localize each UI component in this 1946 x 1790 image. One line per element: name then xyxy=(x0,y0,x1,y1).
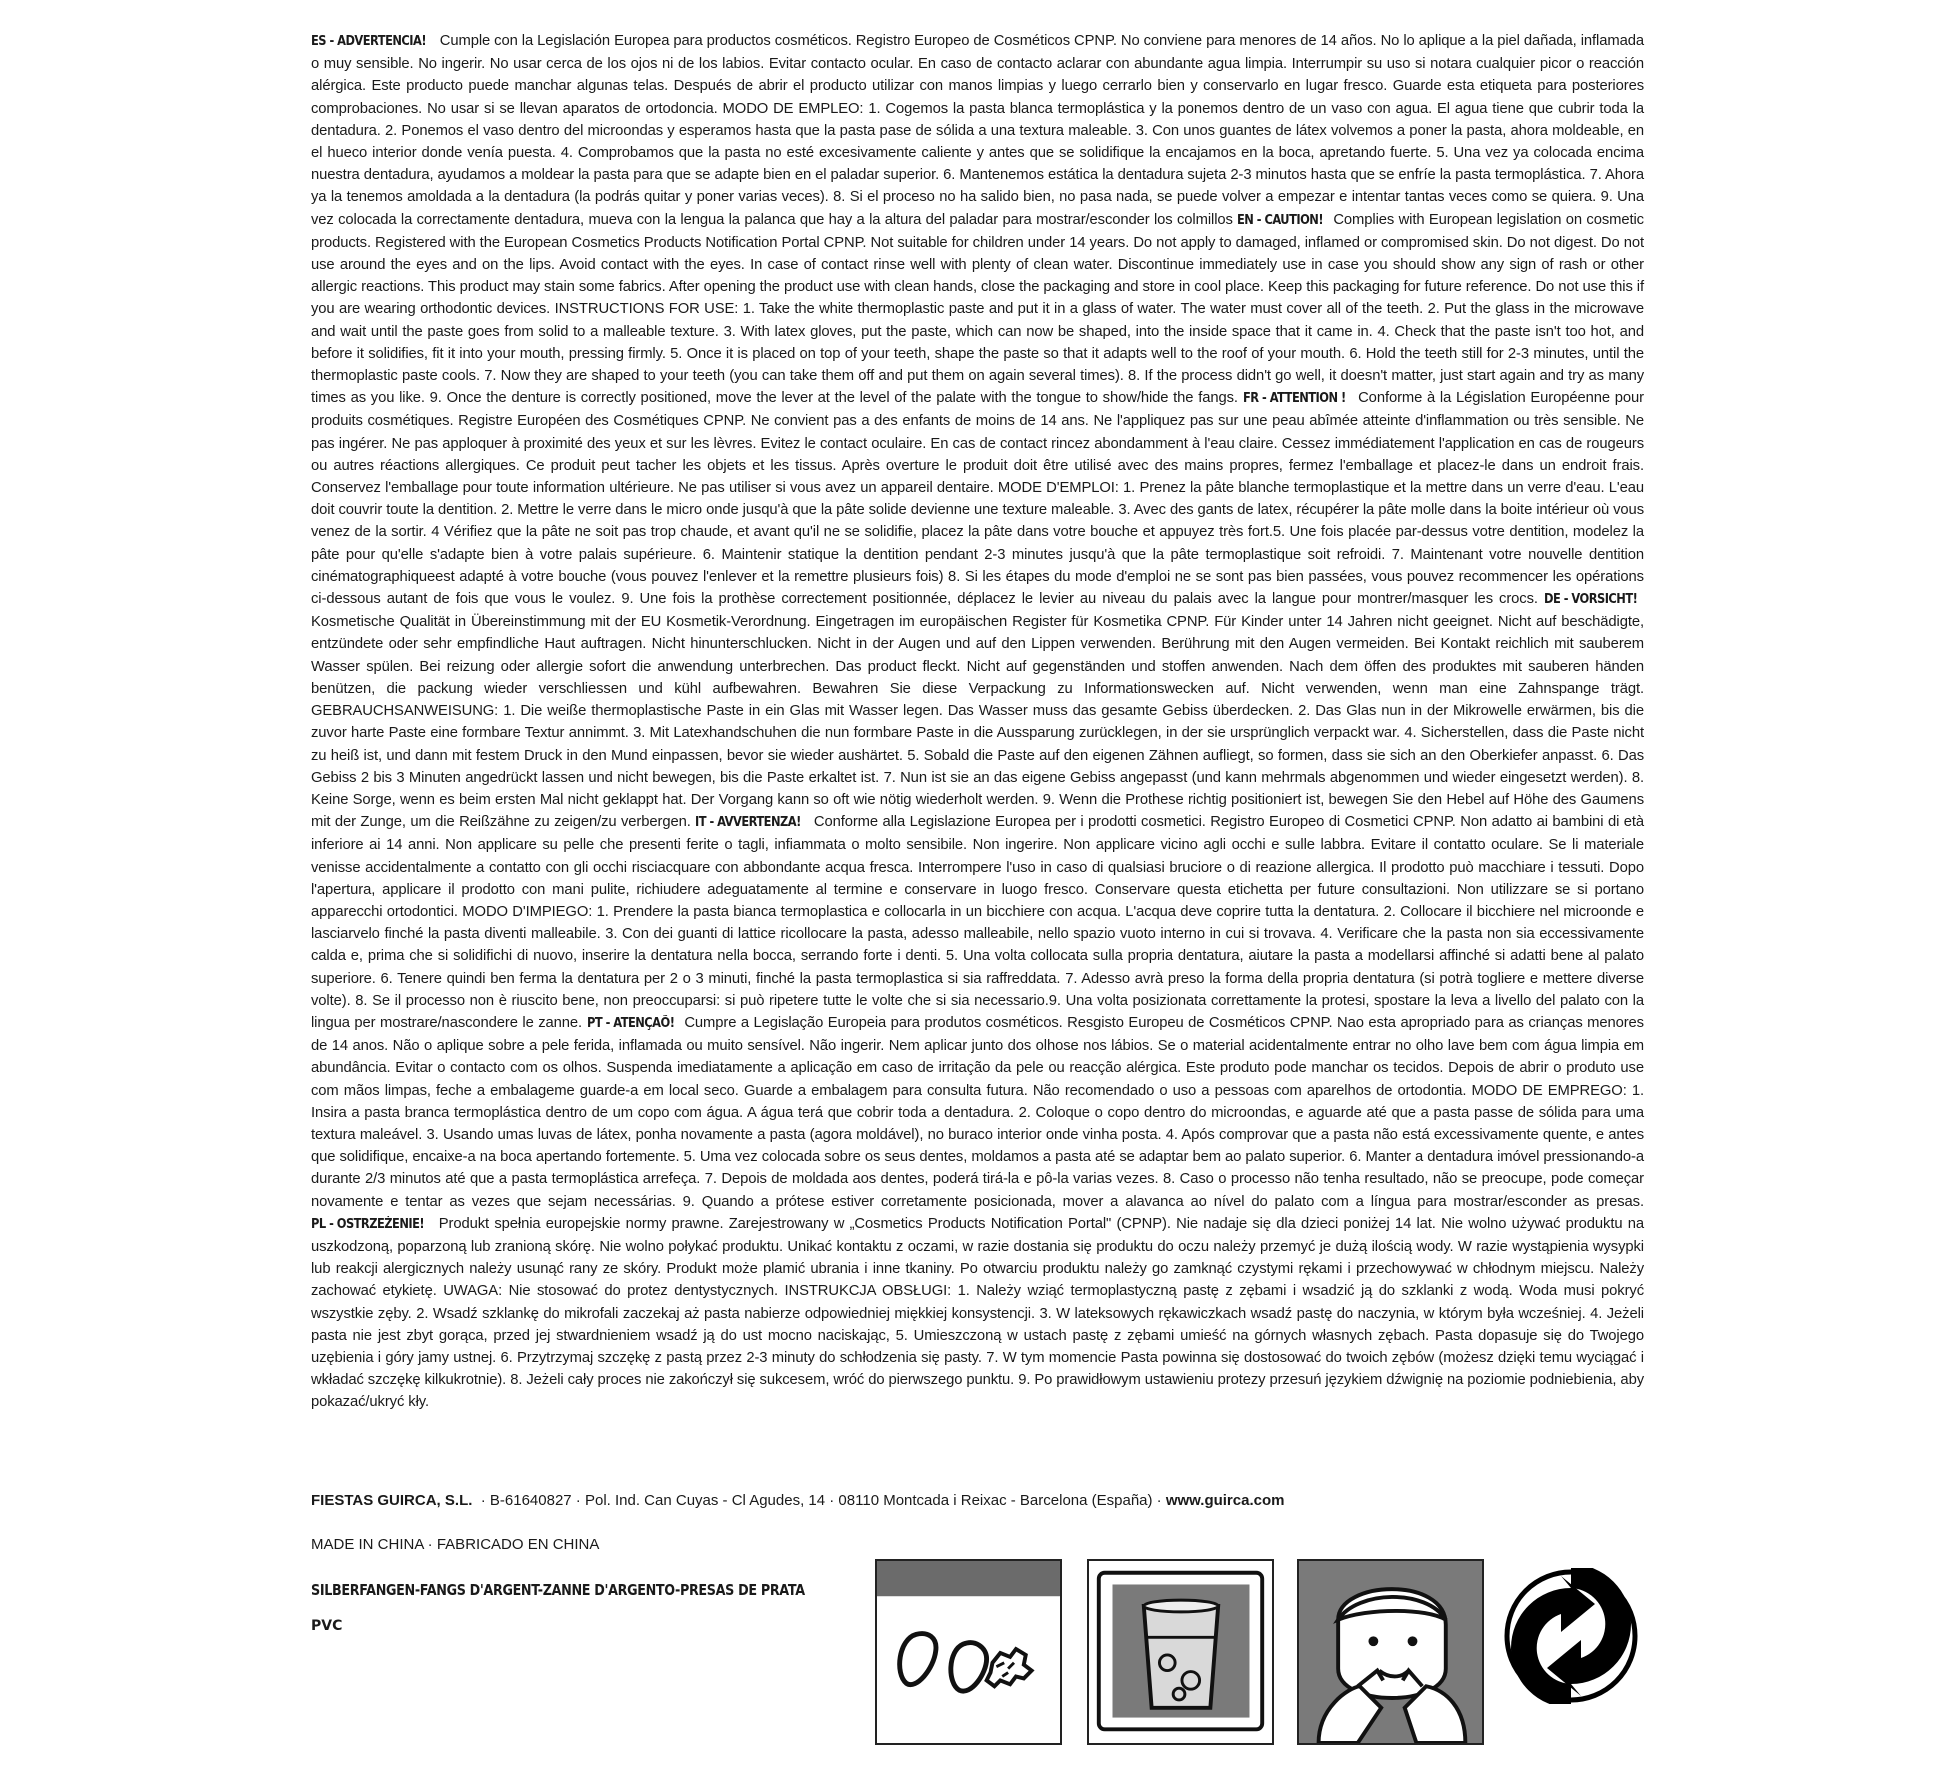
heading-en: EN - CAUTION! xyxy=(1237,212,1324,228)
text-pl: Produkt spełnia europejskie normy prawne. Zarejestrowany w „Cosmetics Products Notification Portal" (CPNP). Nie nadaje się dla dzieci poniżej 14 lat. Nie wolno używać produktu na uszkodzoną, poparzoną lub zranioną skórę. Nie wolno połykać produktu. Unikać kontaktu z oczami, w razie dostania się produktu do oczu należy przemyć je dużą ilością wody. W razie wystąpienia wysypki lub reakcji alergicznych należy usunąć rany ze skóry. Produkt może plamić ubrania i inne tkaniny. Po otwarciu produktu należy go zamknąć czystymi rękami i przechowywać w chłodnym miejscu. Należy zachować etykietę. UWAGA: Nie stosować do protez dentystycznych. INSTRUKCJA OBSŁUGI: 1. Należy wziąć termoplastyczną pastę z zębami i wsadzić ją do szklanki z wodą. Woda musi pokryć wszystkie zęby. 2. Wsadź szklankę do mikrofali zaczekaj aż pasta nabierze odpowiedniej miękkiej konsystencji. 3. W lateksowych rękawiczkach wsadź pastę do naczynia, w którym była wcześniej. 4. Jeżeli pasta nie jest zbyt gorąca, przed jej stwardnieniem wsadź ją do ust mocno naciskając, 5. Umieszczoną w ustach pastę z zębami umieść na górnych własnych zębach. Pasta dopasuje się do Twojego uzębienia i góry jamy ustnej. 6. Przytrzymaj szczękę z pastą przez 2-3 minuty do schłodzenia się pasty. 7. W tym momencie Pasta powinna się dostosować do twoich zębów (możesz dzięki temu wyciągać i wkładać szczękę kilkukrotnie). 8. Jeżeli cały proces nie zakończył się sukcesem, wróć do pierwszego punktu. 9. Po prawidłowym ustawieniu protezy przesuń językiem dźwignię na poziomie podniebienia, aby pokazać/ukryć kły. xyxy=(311,1215,1644,1411)
text-en: Complies with European legislation on cosmetic products. Registered with the European Cosmetics Products Notification Portal CPNP. Not suitable for children under 14 years. Do not apply to damaged, inflamed or compromised skin. Do not digest. Do not use around the eyes and on the lips. Avoid contact with the eyes. In case of contact rinse well with plenty of clean water. Discontinue immediately use in case you should show any sign of rash or other allergic reactions. This product may stain some fabrics. After opening the product use with clean hands, close the packaging and store in cool place. Keep this packaging for future reference. Do not use this if you are wearing orthodontic devices. INSTRUCTIONS FOR USE: 1. Take the white thermoplastic paste and put it in a glass of water. The water must cover all of the teeth. 2. Put the glass in the microwave and wait until the paste goes from solid to a malleable texture. 3. With latex gloves, put the paste, which can now be shaped, into the inside space that it came in. 4. Check that the paste isn't too hot, and before it solidifies, fit it into your mouth, pressing firmly. 5. Once it is placed on top of your teeth, shape the paste so that it adapts well to the roof of your mouth. 6. Hold the teeth still for 2-3 minutes, until the thermoplastic paste cools. 7. Now they are shaped to your teeth (you can take them off and put them on again several times). 8. If the process didn't go well, it doesn't matter, just start again and try as many times as you like. 9. Once the denture is correctly positioned, move the lever at the level of the palate with the tongue to show/hide the fangs. xyxy=(311,211,1644,407)
company-website: www.guirca.com xyxy=(1165,1492,1285,1509)
section-pt xyxy=(311,1015,1644,1210)
microwave-glass-icon xyxy=(1087,1559,1274,1745)
text-es: Cumple con la Legislación Europea para productos cosméticos. Registro Europeo de Cosméticos CPNP. No conviene para menores de 14 años. No lo aplique a la piel dañada, inflamada o muy sensible. No ingerir. No usar cerca de los ojos ni de los labios. Evitar contacto ocular. En caso de contacto aclarar con abundante agua limpia. Interrumpir su uso si notara cualquier picor o reacción alérgica. Este producto puede manchar algunas telas. Después de abrir el producto utilizar con manos limpias y luego cerrarlo bien y conservarlo en lugar fresco. Guarde esta etiqueta para posteriores comprobaciones. No usar si se llevan aparatos de ortodoncia. MODO DE EMPLEO: 1. Cogemos la pasta blanca termoplástica y la ponemos dentro de un vaso con agua. El agua tiene que cubrir toda la dentadura. 2. Ponemos el vaso dentro del microondas y esperamos hasta que la pasta pase de sólida a una textura maleable. 3. Con unos guantes de látex volvemos a poner la pasta, ahora moldeable, en el hueco interior donde venía puesta. 4. Comprobamos que la pasta no esté excesivamente caliente y antes que se solidifique la encajamos en la boca, apretando fuerte. 5. Una vez ya colocada encima nuestra dentadura, ayudamos a moldear la pasta para que se adapte bien en el paladar superior. 6. Mantenemos estática la dentadura sujeta 2-3 minutos hasta que se enfríe la pasta termoplástica. 7. Ahora ya la tenemos amoldada a la dentadura (la podrás quitar y poner varias veces). 8. Si el proceso no ha salido bien, no pasa nada, se puede volver a empezar e intentar tantas veces como se quiera. 9. Una vez colocada la correctamente dentadura, mueva con la lengua la palanca que hay a la altura del paladar para mostrar/esconder los colmillos xyxy=(311,33,1644,228)
section-de xyxy=(311,591,1644,830)
heading-es: ES - ADVERTENCIA! xyxy=(311,34,427,49)
paste-pieces-icon xyxy=(875,1559,1062,1745)
section-en xyxy=(311,212,1644,407)
paste-pieces-drawing xyxy=(877,1561,1060,1743)
company-address: · B-61640827 · Pol. Ind. Can Cuyas - Cl Agudes, 14 · 08110 Montcada i Reixac - Barcelona (España) · xyxy=(472,1492,1166,1509)
heading-pt: PT - ATENÇAÕ! xyxy=(586,1015,674,1031)
company-info xyxy=(311,1492,1284,1509)
boy-fitting-teeth-drawing xyxy=(1299,1561,1482,1743)
text-pt: Cumpre a Legislação Europeia para produtos cosméticos. Resgisto Europeu de Cosméticos CPNP. Nao esta apropriado para as crianças menores de 14 anos. Não o aplique sobre a pele ferida, inflamada ou muito sensível. Não ingerir. Nem aplicar junto dos olhose nos lábios. Se o material acidentalmente entrar no olho lave bem com água limpia em abundância. Evitar o contacto com os olhos. Suspenda imediatamente a aplicação em caso de irritação da pele ou reacção alérgica. Este produto pode manchar os tecidos. Depois de abrir o produto use com mãos limpas, feche a embalageme guarde-a em local seco. Guarde a embalagem para consulta futura. Não recomendado o uso a pessoas com aparelhos de ortodontia. MODO DE EMPREGO: 1. Insira a pasta branca termoplástica dentro de um copo com água. A água terá que cobrir toda a dentadura. 2. Coloque o copo dentro do microondas, e aguarde até que a pasta passe de sólida para uma textura maleável. 3. Usando umas luvas de látex, ponha novamente a pasta (agora moldável), no buraco interior onde vinha posta. 4. Após comprovar que a pasta não está excessivamente quente, e antes que solidifique, encaixe-a na boca apertando fortemente. 5. Uma vez colocada sobre os seus dentes, moldamos a pasta até se adaptar bem ao palato superior. 6. Manter a dentadura imóvel pressionando-a durante 2/3 minutos até que a pasta termoplástica arrefeça. 7. Depois de moldada aos dentes, poderá tirá-la e pô-la varias vezes. 8. Caso o processo não tenha resultado, não se preocupe, pode começar novamente e tentar as vezes que sejam necessárias. 9. Quando a prótese estiver corretamente posicionada, mover a alavanca ao nível do palato com a língua para mostrar/esconder as presas. xyxy=(311,1014,1644,1210)
heading-de: DE - VORSICHT! xyxy=(1543,592,1638,608)
text-it: Conforme alla Legislazione Europea per i prodotti cosmetici. Registro Europeo di Cosmetici CPNP. Non adatto ai bambini di età inferiore ai 14 anni. Non applicare su pelle che presenti ferite o tagli, infiammata o molto sensibile. Non ingerire. Non applicare vicino agli occhi e sulle labbra. Evitare il contatto oculare. Se li materiale venisse accidentalmente a contatto con gli occhi risciacquare con abbondante acqua fresca. Interrompere l'uso in caso di qualsiasi bruciore o di reazione allergica. Il prodotto può macchiare i tessuti. Dopo l'apertura, applicare il prodotto con mani pulite, richiudere adeguatamente al termine e conservare in luogo fresco. Conservare questa etichetta per future consultazioni. Non utilizzare se si portano apparecchi ortodontici. MODO D'IMPIEGO: 1. Prendere la pasta bianca termoplastica e collocarla in un bicchiere con acqua. L'acqua deve coprire tutta la dentatura. 2. Collocare il bicchiere nel microonde e lasciarvelo finché la pasta diventi malleabile. 3. Con dei guanti di lattice ricollocare la pasta, adesso malleabile, nello spazio vuoto interno in cui si trovava. 4. Verificare che la pasta non sia eccessivamente calda e, prima che si solidifichi di nuovo, inserire la dentatura nella bocca, serrando forte i denti. 5. Una volta collocata sulla propria dentatura, aiutare la pasta a modellarsi affinché si adatti bene al palato superiore. 6. Tenere quindi ben ferma la dentatura per 2 o 3 minuti, finché la pasta termoplastica si sia raffreddata. 7. Adesso avrà preso la forma della propria dentatura (si potrà togliere e mettere diverse volte). 8. Se il processo non è riuscito bene, non preoccuparsi: si può ripetere tutte le volte che si sia necessario.9. Una volta posizionata correttamente la protesi, spostare la leva a livello del palato con la lingua per mostrare/nascondere le zanne. xyxy=(311,814,1644,1031)
text-de: Kosmetische Qualität in Übereinstimmung mit der EU Kosmetik-Verordnung. Eingetragen im europäischen Register für Kosmetika CPNP. Für Kinder unter 14 Jahren nicht geeignet. Nicht auf beschädigte, entzündete oder sehr empfindliche Haut auftragen. Nicht hinunterschlucken. Nicht in der Augen und auf den Lippen verwenden. Berührung mit den Augen vermeiden. Bei Kontakt reichlich mit sauberem Wasser spülen. Bei reizung oder allergie sofort die anwendung unterbrechen. Das product fleckt. Nicht auf gegenständen und stoffen anwenden. Nach dem öffen des produktes mit sauberen händen benützen, die packung wieder verschliessen und kühl aufbewahren. Bewahren Sie diese Verpackung zu Informationswecken auf. Nicht verwenden, wenn man eine Zahnspange trägt. GEBRAUCHSANWEISUNG: 1. Die weiße thermoplastische Paste in ein Glas mit Wasser legen. Das Wasser muss das gesamte Gebiss überdecken. 2. Das Glas nun in der Mikrowelle erwärmen, bis die zuvor harte Paste eine formbare Textur annimmt. 3. Mit Latexhandschuhen die nun formbare Paste in die Aussparung zurücklegen, in der sie ursprünglich verpackt war. 4. Sicherstellen, dass die Paste nicht zu heiß ist, und dann mit festem Druck in den Mund einpassen, bevor sie wieder aushärtet. 5. Sobald die Paste auf den eigenen Zähnen aufliegt, so formen, dass sie sich an den Oberkiefer anpasst. 6. Das Gebiss 2 bis 3 Minuten angedrückt lassen und nicht bewegen, bis die Paste erkaltet ist. 7. Nun ist sie an das eigene Gebiss angepasst (und kann mehrmals abgenommen und wieder eingesetzt werden). 8. Keine Sorge, wenn es beim ersten Mal nicht geklappt hat. Der Vorgang kann so oft wie nötig wiederholt werden. 9. Wenn die Prothese richtig positioniert ist, bewegen Sie den Hebel auf Höhe des Gaumens mit der Zunge, um die Reißzähne zu zeigen/zu verbergen. xyxy=(311,614,1644,831)
material-label: PVC xyxy=(311,1618,343,1634)
green-dot-recycling-icon xyxy=(1503,1568,1639,1704)
boy-fitting-teeth-icon xyxy=(1297,1559,1484,1745)
heading-fr: FR - ATTENTION ! xyxy=(1242,391,1346,407)
heading-it: IT - AVVERTENZA! xyxy=(695,815,801,831)
text-fr: Conforme à la Législation Européenne pour produits cosmétiques. Registre Européen des Cosmétiques CPNP. Ne convient pas a des enfants de moins de 14 ans. Ne l'appliquez pas sur une peau abîmée atteinte d'inflammation ou très sensible. Ne pas ingérer. Ne pas apploquer à proximité des yeux et sur les lèvres. Evitez le contact oculaire. En cas de contact rincez abondamment à l'eau claire. Cessez immédiatement l'application en cas de rougeurs ou autres réactions allergiques. Ce produit peut tacher les objets et les tissus. Après overture le produit doit être utilisé avec des mains propres, fermez l'emballage et placez-le dans un endroit frais. Conservez l'emballage pour toute information ultérieure. Ne pas utiliser si vous avez un appareil dentaire. MODE D'EMPLOI: 1. Prenez la pâte blanche termoplastique et la mettre dans un verre d'eau. L'eau doit couvrir toute la dentition. 2. Mettre le verre dans le micro onde jusqu'à que la pâte solide devienne une texture maleable. 3. Avec des gants de latex, récupérer la pâte molle dans la boite intérieur où vous venez de la sortir. 4 Vérifiez que la pâte ne soit pas trop chaude, et avant qu'il ne se solidifie, placez la pâte dans votre bouche et appuyez très fort.5. Une fois placée par-dessus votre dentition, modelez la pâte pour qu'elle s'adapte bien à votre palais supérieure. 6. Maintenir statique la dentition pendant 2-3 minutes jusqu'à que la pâte termoplastique soit refroidi. 7. Maintenant votre nouvelle dentition cinématographiqueest adapté à votre bouche (vous pouvez l'enlever et la remettre plusieurs fois) 8. Si les étapes du mode d'emploi ne se sont pas bien passées, vous pouvez recommencer les opérations ci-dessous autant de fois que vous le voulez. 9. Une fois la prothèse correctement positionnée, déplacez le levier au niveau du palais avec la langue pour montrer/masquer les crocs. xyxy=(311,390,1644,608)
section-it xyxy=(311,814,1644,1031)
section-es xyxy=(311,33,1644,228)
product-name: SILBERFANGEN-FANGS D'ARGENT-ZANNE D'ARGENTO-PRESAS DE PRATA xyxy=(311,1581,805,1599)
heading-pl: PL - OSTRZEŻENIE! xyxy=(311,1216,425,1232)
company-name: FIESTAS GUIRCA, S.L. xyxy=(311,1492,473,1509)
microwave-glass-drawing xyxy=(1089,1561,1272,1743)
green-dot-drawing xyxy=(1503,1568,1639,1704)
section-pl xyxy=(311,1216,1644,1411)
warnings-text-block xyxy=(311,30,1644,1414)
section-fr xyxy=(311,390,1644,607)
made-in-label: MADE IN CHINA · FABRICADO EN CHINA xyxy=(311,1536,600,1553)
